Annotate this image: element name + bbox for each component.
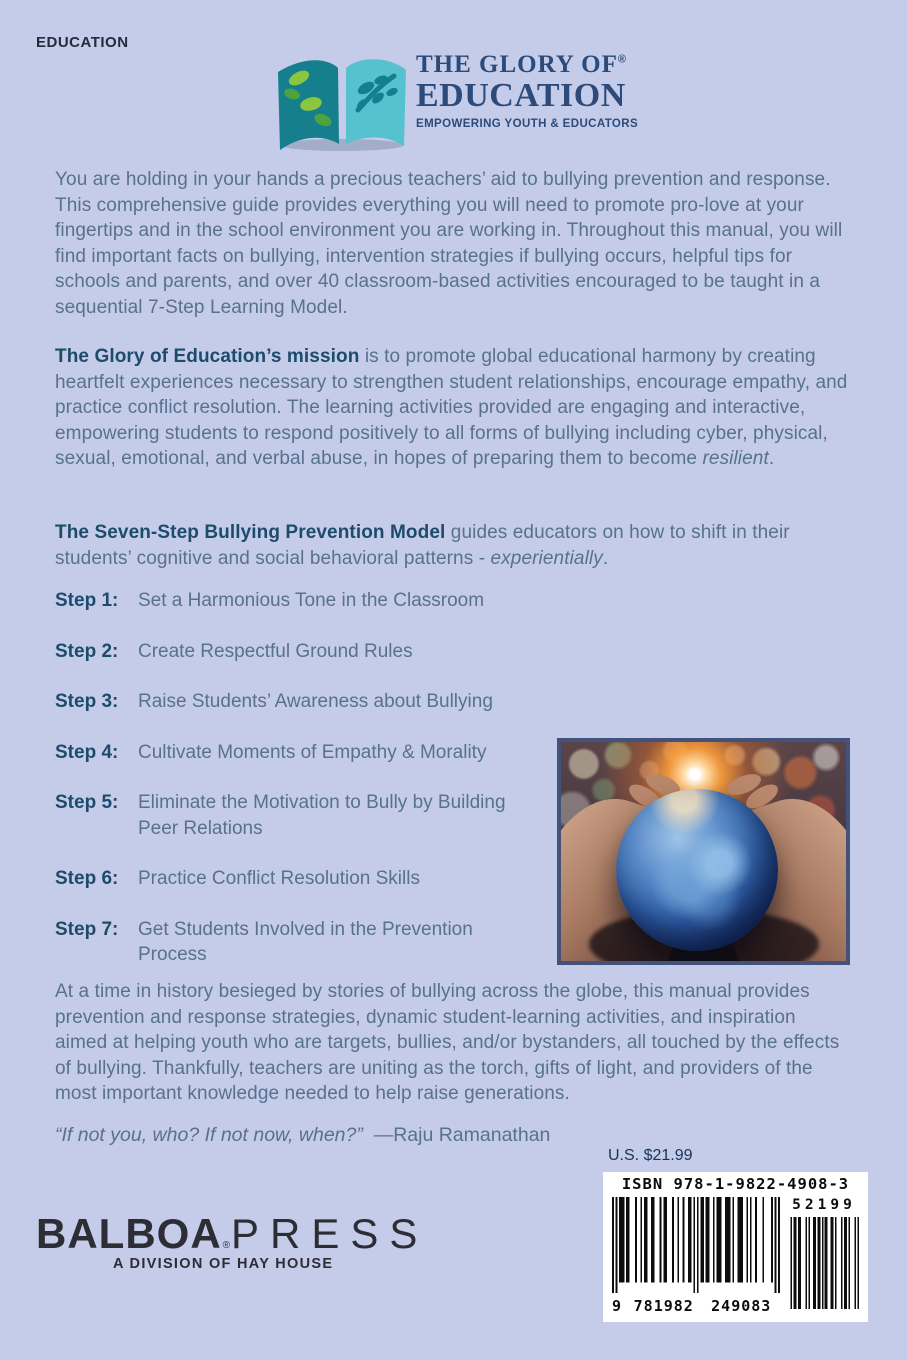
mission-italic-word: resilient — [702, 448, 769, 470]
step-item-3 — [55, 689, 565, 715]
model-text-a: guides educators on how to shift in their students’ cognitive and social behavioral patterns - — [55, 522, 790, 569]
step-label: Step 5: — [55, 792, 119, 814]
step-text: Cultivate Moments of Empathy & Morality — [138, 741, 487, 763]
quote-text: “If not you, who? If not now, when?” — [55, 1124, 363, 1146]
step-label: Step 3: — [55, 691, 119, 713]
step-text: Practice Conflict Resolution Skills — [138, 868, 420, 890]
step-item-5 — [55, 790, 565, 841]
step-label: Step 1: — [55, 590, 119, 611]
ean13-digits — [612, 1297, 780, 1315]
step-text: Set a Harmonious Tone in the Classroom — [138, 590, 485, 611]
step-text: Eliminate the Motivation to Bully by Building Peer Relations — [138, 792, 506, 839]
model-bold-lead: The Seven-Step Bullying Prevention Model — [55, 522, 446, 543]
balboa-press-logo — [36, 1210, 428, 1272]
publisher-name-bold: BALBOA — [36, 1210, 222, 1257]
globe — [616, 789, 778, 951]
mission-text-a: is to promote global educational harmony by creating heartfelt experiences necessary to strengthen student relationships, encourage empathy, and practice conflict resolution. The learning activities provided are engaging and interactive, empowering students to respond positively to all forms of bullying including cyber, physical, sexual, emotional, and verbal abuse, in hopes of preparing them to become — [55, 346, 848, 470]
ean13-bars — [612, 1197, 780, 1293]
publisher-wordmark — [36, 1210, 428, 1258]
mission-paragraph — [55, 344, 853, 472]
ean5-digits: 52199 — [792, 1197, 856, 1213]
quote-attribution-name: —Raju Ramanathan — [373, 1124, 551, 1146]
step-label: Step 4: — [55, 741, 119, 763]
step-text: Create Respectful Ground Rules — [138, 640, 413, 662]
mission-text-b: . — [768, 448, 775, 470]
intro-paragraph: You are holding in your hands a precious teachers’ aid to bullying prevention and response. This comprehensive guide provides everything you will need to promote pro-love at your fingertips and in the school environment you are working in. Throughout this manual, you will find important facts on bullying, intervention strategies if bullying occurs, helpful tips for schools and parents, and over 40 classroom-based activities encouraged to be taught in a sequential 7-Step Learning Model. — [55, 169, 843, 318]
ean13-lead-digit: 9 — [612, 1297, 622, 1315]
price-label: U.S. $21.99 — [608, 1147, 693, 1164]
glory-of-education-logo — [258, 48, 678, 158]
logo-title-line2: EDUCATION — [416, 77, 626, 115]
logo-wordmark — [416, 52, 638, 130]
step-text: Raise Students’ Awareness about Bullying — [138, 691, 493, 713]
model-text-b: . — [602, 547, 609, 569]
step-item-7 — [55, 917, 565, 968]
ean13-barcode — [612, 1197, 780, 1317]
open-book-icon — [266, 52, 416, 152]
logo-tagline: EMPOWERING YOUTH & EDUCATORS — [416, 118, 639, 131]
model-paragraph — [55, 520, 853, 571]
step-label: Step 6: — [55, 868, 119, 890]
ean5-bars — [789, 1217, 859, 1309]
quote-attribution — [363, 1124, 551, 1146]
publisher-tagline: A DIVISION OF HAY HOUSE — [113, 1256, 334, 1272]
category-label: EDUCATION — [36, 34, 129, 51]
step-item-2 — [55, 639, 565, 665]
isbn-number: ISBN 978-1-9822-4908-3 — [621, 1175, 850, 1193]
registered-trademark-icon: ® — [222, 1240, 231, 1251]
isbn-barcode-block — [603, 1172, 868, 1322]
ean13-right-group: 249083 — [711, 1297, 772, 1315]
step-item-4 — [55, 740, 565, 766]
ean13-left-group: 781982 — [633, 1297, 694, 1315]
ean5-supplement-barcode — [789, 1197, 859, 1317]
step-label: Step 2: — [55, 640, 119, 662]
model-italic-word: experientially — [490, 547, 603, 569]
closing-paragraph: At a time in history besieged by stories of bullying across the globe, this manual provides prevention and response strategies, dynamic student-learning activities, and inspiration aimed at helping youth who are targets, bullies, and/or bystanders, all touched by the effects of bullying. Thankfully, teachers are uniting as the torch, gifts of light, and providers of the most important knowledge needed to help raise generations. — [55, 981, 840, 1105]
author-quote — [55, 1124, 755, 1147]
step-item-6 — [55, 866, 565, 892]
step-label: Step 7: — [55, 918, 119, 940]
seven-step-list — [55, 588, 565, 993]
step-text: Get Students Involved in the Prevention Process — [138, 918, 473, 966]
hands-holding-globe-photo — [557, 738, 850, 965]
step-item-1 — [55, 588, 565, 614]
logo-title-text: THE GLORY OF — [416, 51, 618, 78]
publisher-name-light: PRESS — [231, 1210, 429, 1257]
logo-title-line1 — [416, 52, 638, 78]
mission-bold-lead: The Glory of Education’s mission — [55, 346, 360, 367]
registered-trademark-icon: ® — [617, 53, 627, 66]
